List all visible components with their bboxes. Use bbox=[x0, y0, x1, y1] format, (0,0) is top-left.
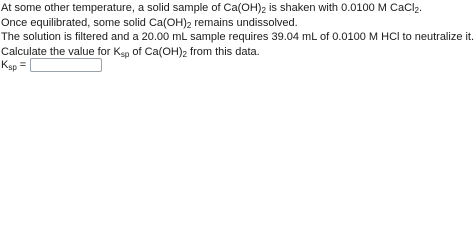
problem-line-4: Calculate the value for $K_{sp}$ of $Ca(OH)_2$ from this data. bbox=[1, 45, 260, 59]
problem-line-1: At some other temperature, a solid sample of $Ca(OH)_2$ is shaken with 0.0100 M CaCl$_2$. bbox=[1, 2, 422, 15]
problem-statement bbox=[1, 1, 474, 59]
ksp-answer-input[interactable] bbox=[30, 58, 102, 72]
problem-line-2: Once equilibrated, some solid $Ca(OH)_2$ remains undissolved. bbox=[1, 16, 298, 30]
ksp-label: $K_{sp}$ bbox=[1, 58, 17, 72]
answer-row bbox=[1, 58, 102, 72]
problem-line-3: The solution is filtered and a 20.00 mL sample requires 39.04 mL of 0.0100 M HCl to neutralize it. bbox=[1, 31, 474, 43]
equals-sign: = bbox=[19, 58, 27, 71]
